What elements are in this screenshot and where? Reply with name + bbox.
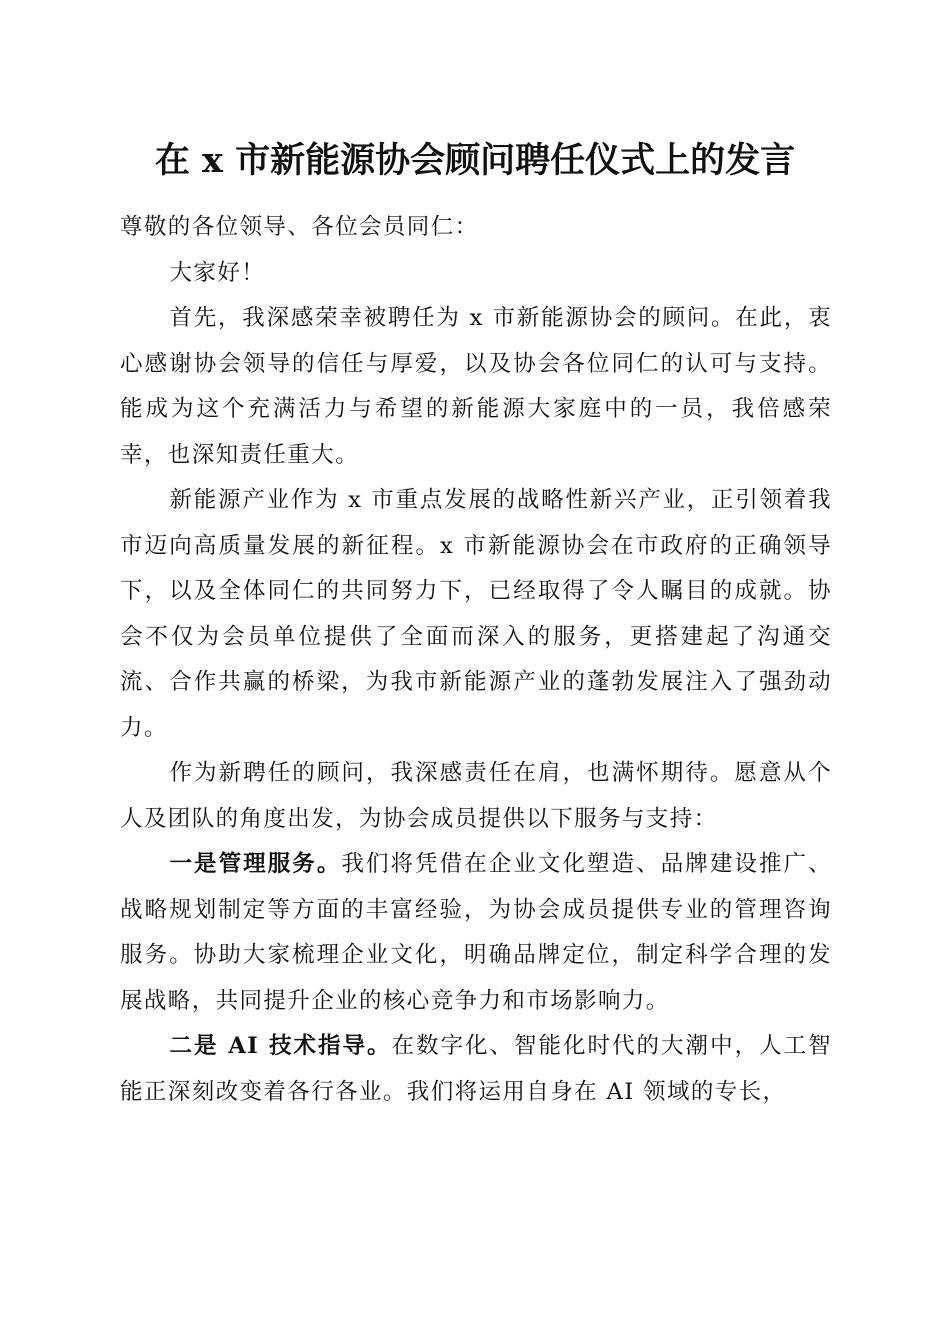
paragraph-ai-guidance [120,1024,832,1115]
paragraph-lead: 二是 AI 技术指导。 [169,1033,392,1059]
paragraph-industry [120,478,832,751]
document-title: 在 x 市新能源协会顾问聘任仪式上的发言 [154,140,796,181]
paragraph-management-service [120,842,832,1024]
greeting: 大家好！ [169,259,266,286]
document-body [120,205,832,1115]
paragraph-text: 首先，我深感荣幸被聘任为 x 市新能源协会的顾问。在此，衷心感谢协会领导的信任与厚爱，以及协会各位同仁的认可与支持。能成为这个充满活力与希望的新能源大家庭中的一员，我倍感荣幸，也深知责任重大。 [120,305,832,468]
paragraph-text: 新能源产业作为 x 市重点发展的战略性新兴产业，正引领着我市迈向高质量发展的新征程。x 市新能源协会在市政府的正确领导下，以及全体同仁的共同努力下，已经取得了令人瞩目的成就。协会不仅为会员单位提供了全面而深入的服务，更搭建起了沟通交流、合作共赢的桥梁，为我市新能源产业的蓬勃发展注入了强劲动力。 [120,487,832,741]
paragraph-text: 我们将凭借在企业文化塑造、品牌建设推广、战略规划制定等方面的丰富经验，为协会成员提供专业的管理咨询服务。协助大家梳理企业文化，明确品牌定位，制定科学合理的发展战略，共同提升企业的核心竞争力和市场影响力。 [120,851,832,1014]
paragraph-text: 在数字化、智能化时代的大潮中，人工智能正深刻改变着各行各业。我们将运用自身在 AI 领域的专长， [120,1033,832,1105]
paragraph-gratitude [120,296,832,478]
paragraph-lead: 一是管理服务。 [169,851,342,877]
paragraph-commitment [120,751,832,842]
paragraph-text: 作为新聘任的顾问，我深感责任在肩，也满怀期待。愿意从个人及团队的角度出发，为协会成员提供以下服务与支持： [120,760,832,832]
salutation: 尊敬的各位领导、各位会员同仁： [120,214,479,240]
